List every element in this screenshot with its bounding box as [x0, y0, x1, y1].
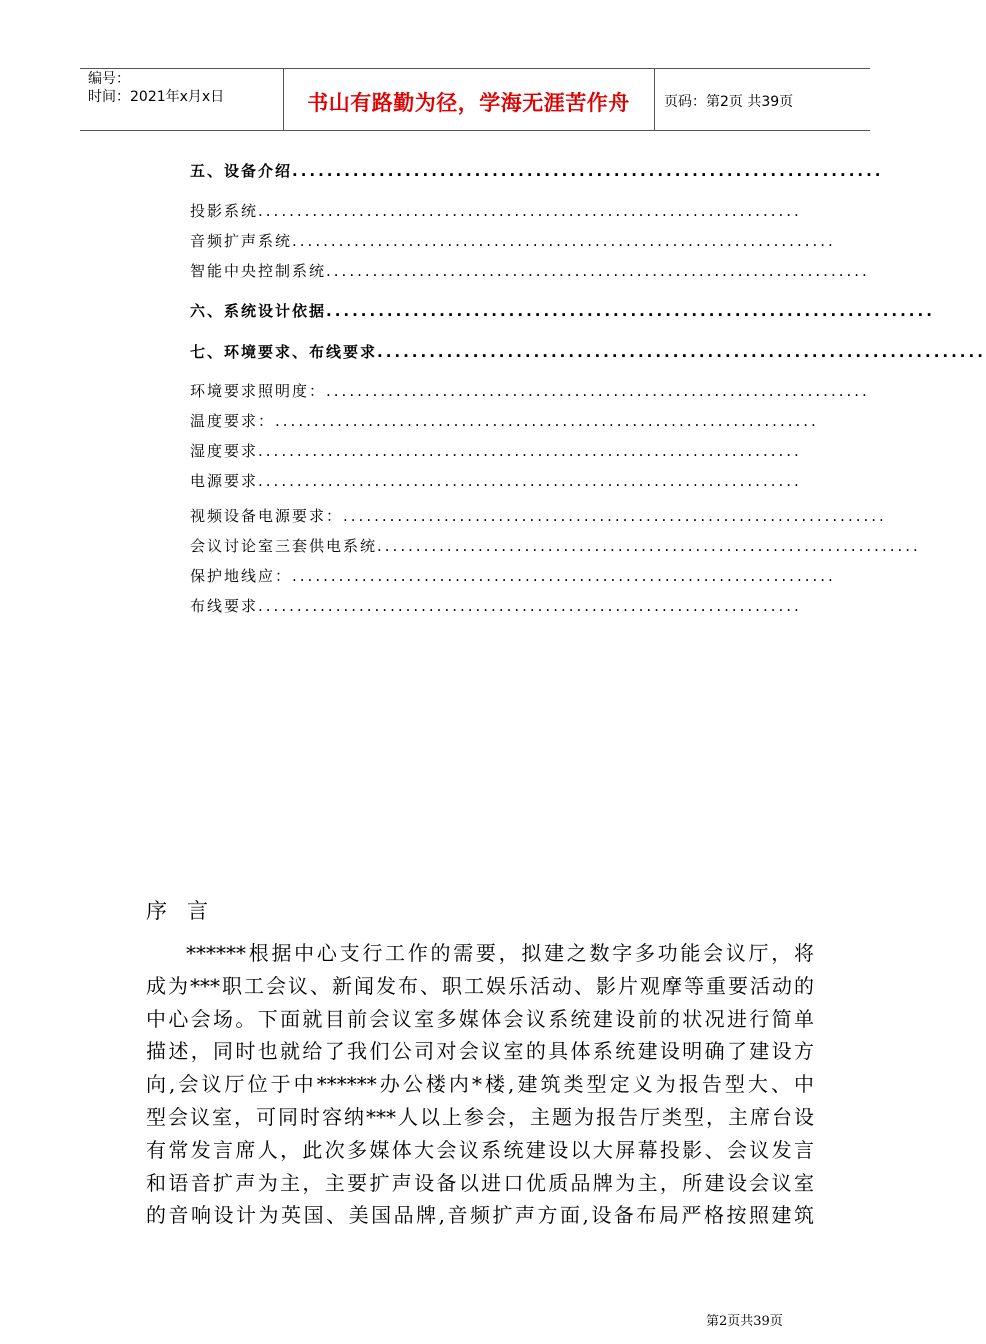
toc-entry[interactable]: 保护地线应：...................................................................... [190, 567, 836, 585]
toc-entry[interactable]: 会议讨论室三套供电系统...................................................................... [190, 537, 921, 555]
header-meta-cell [80, 69, 284, 130]
toc-entry[interactable]: 智能中央控制系统...................................................................... [190, 262, 870, 280]
header-page-cell [656, 69, 870, 130]
document-number-label: 编号： [88, 71, 130, 87]
toc-entry[interactable]: 音频扩声系统...................................................................... [190, 232, 836, 250]
toc-entry[interactable]: 环境要求照明度：...................................................................... [190, 382, 870, 400]
paragraph-line: ******根据中心支行工作的需要，拟建之数字多功能会议厅，将 [186, 941, 814, 965]
preface-title: 序言 [146, 899, 228, 923]
paragraph-line: 描述，同时也就给了我们公司对会议室的具体系统建设明确了建设方 [146, 1039, 814, 1064]
paragraph-line: 的音响设计为英国、美国品牌,音频扩声方面,设备布局严格按照建筑 [146, 1203, 814, 1228]
toc-entry[interactable]: 电源要求...................................................................... [190, 472, 802, 490]
paragraph-line: 有常发言席人，此次多媒体大会议系统建设以大屏幕投影、会议发言 [146, 1137, 814, 1162]
toc-entry[interactable]: 湿度要求...................................................................... [190, 442, 802, 460]
paragraph-line: 和语音扩声为主，主要扩声设备以进口优质品牌为主，所建设会议室 [146, 1170, 814, 1195]
toc-entry[interactable]: 六、系统设计依据...................................................................... [190, 302, 935, 320]
preface-paragraph [146, 937, 814, 1232]
toc-entry[interactable]: 七、环境要求、布线要求...................................................................... [190, 343, 986, 361]
toc-entry[interactable]: 视频设备电源要求：...................................................................... [190, 507, 887, 525]
document-time-label: 时间：2021年x月x日 [88, 89, 225, 105]
page-header [80, 68, 870, 131]
header-motto: 书山有路勤为径，学海无涯苦作舟 [307, 91, 630, 115]
toc-entry[interactable]: 投影系统...................................................................... [190, 202, 802, 220]
toc-entry[interactable]: 五、设备介绍.................................................................... [190, 162, 884, 180]
paragraph-line: 型会议室，可同时容纳***人以上参会，主题为报告厅类型，主席台设 [146, 1104, 814, 1129]
page-footer-number: 第2页共39页 [706, 1314, 783, 1329]
header-page-label: 页码：第2页 共39页 [664, 94, 794, 110]
paragraph-line: 中心会场。下面就目前会议室多媒体会议系统建设前的状况进行简单 [146, 1006, 814, 1031]
header-motto-cell [283, 69, 655, 130]
toc-entry[interactable]: 温度要求：...................................................................... [190, 412, 819, 430]
paragraph-line: 向,会议厅位于中******办公楼内*楼,建筑类型定义为报告型大、中 [146, 1072, 814, 1097]
toc-entry[interactable]: 布线要求...................................................................... [190, 597, 802, 615]
paragraph-line: 成为***职工会议、新闻发布、职工娱乐活动、影片观摩等重要活动的 [146, 973, 814, 998]
